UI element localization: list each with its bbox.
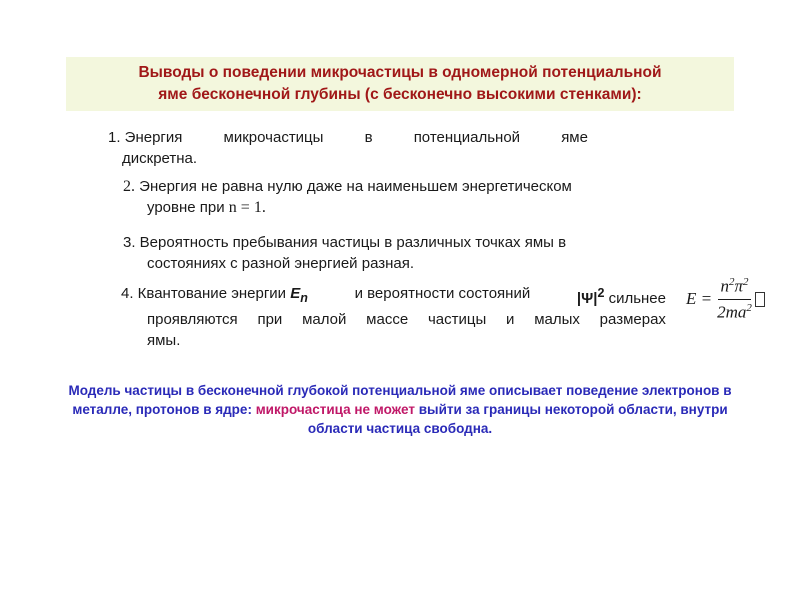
item-2-line-2	[123, 197, 572, 218]
item-4-line-1-c	[577, 283, 666, 309]
item-1-line-1	[108, 127, 588, 148]
title-box	[66, 57, 734, 111]
item-4-text-a: 4. Квантование энергии	[121, 285, 291, 302]
item-4-word: массе	[366, 311, 409, 328]
formula-lhs: E =	[686, 289, 713, 309]
item-1-word: 1. Энергия	[108, 129, 183, 146]
model-text-blue: Модель частицы в бесконечной глубокой потенциальной яме описывает поведение электронов в металле, протонов в ядре:	[68, 383, 732, 417]
formula-n-sup: 2	[728, 276, 735, 288]
formula-pi: π	[734, 276, 744, 296]
missing-glyph-box-icon	[755, 292, 765, 307]
psi-superscript: 2	[597, 286, 605, 300]
energy-subscript: n	[300, 291, 308, 305]
item-4-word: малой	[302, 311, 347, 328]
item-4-word: малых	[534, 311, 580, 328]
conclusion-item-2	[123, 176, 572, 218]
item-4-word: проявляются	[147, 311, 238, 328]
formula-den-sup: 2	[746, 301, 752, 314]
item-1-word: яме	[561, 129, 588, 146]
title-line-1: Выводы о поведении микрочастицы в одномерной потенциальной	[138, 64, 662, 81]
conclusion-item-3	[123, 232, 566, 274]
item-2-prefix: уровне при	[147, 199, 229, 216]
energy-symbol: E	[290, 285, 301, 302]
formula-denominator	[717, 300, 752, 323]
item-4-text-c: сильнее	[604, 290, 666, 307]
item-2-number: 2.	[123, 178, 135, 195]
title-line-2: яме бесконечной глубины (с бесконечно высокими стенками):	[158, 86, 642, 103]
model-text-blue-2: выйти за границы некоторой области, внутри области частица свободна.	[307, 402, 728, 436]
item-1-word: потенциальной	[413, 129, 521, 146]
formula-fraction	[717, 276, 752, 322]
formula-pi-sup: 2	[743, 276, 749, 288]
item-1-word: микрочастицы	[223, 129, 324, 146]
item-4-word: размерах	[599, 311, 666, 328]
psi-symbol: |Ψ|	[576, 290, 598, 307]
item-4-line-1	[121, 283, 666, 309]
item-4-word: частицы	[427, 311, 487, 328]
item-2-line-1	[123, 176, 572, 197]
item-4-line-1-b: и вероятности состояний	[354, 285, 531, 302]
item-4-line-3: ямы.	[147, 332, 181, 349]
model-text-red: микрочастица не может	[255, 402, 415, 417]
item-4-word: и	[506, 311, 515, 328]
energy-formula	[686, 276, 765, 322]
item-2-math: n = 1.	[228, 199, 266, 216]
formula-numerator	[718, 276, 750, 300]
conclusion-item-1	[108, 127, 588, 169]
item-3-line-1: 3. Вероятность пребывания частицы в различных точках ямы в	[123, 234, 567, 251]
item-1-line-2: дискретна.	[122, 150, 198, 167]
item-4-line-1-a	[121, 283, 308, 309]
conclusion-item-4	[121, 283, 666, 351]
item-4-line-2	[121, 309, 666, 330]
item-3-line-2: состояниях с разной энергией разная.	[147, 255, 415, 272]
item-1-word: в	[364, 129, 373, 146]
item-4-word: при	[257, 311, 283, 328]
formula-n: n	[720, 276, 729, 296]
formula-2ma: 2ma	[717, 302, 747, 322]
item-2-text: Энергия не равна нулю даже на наименьшем энергетическом	[135, 178, 572, 195]
model-summary	[60, 381, 740, 438]
